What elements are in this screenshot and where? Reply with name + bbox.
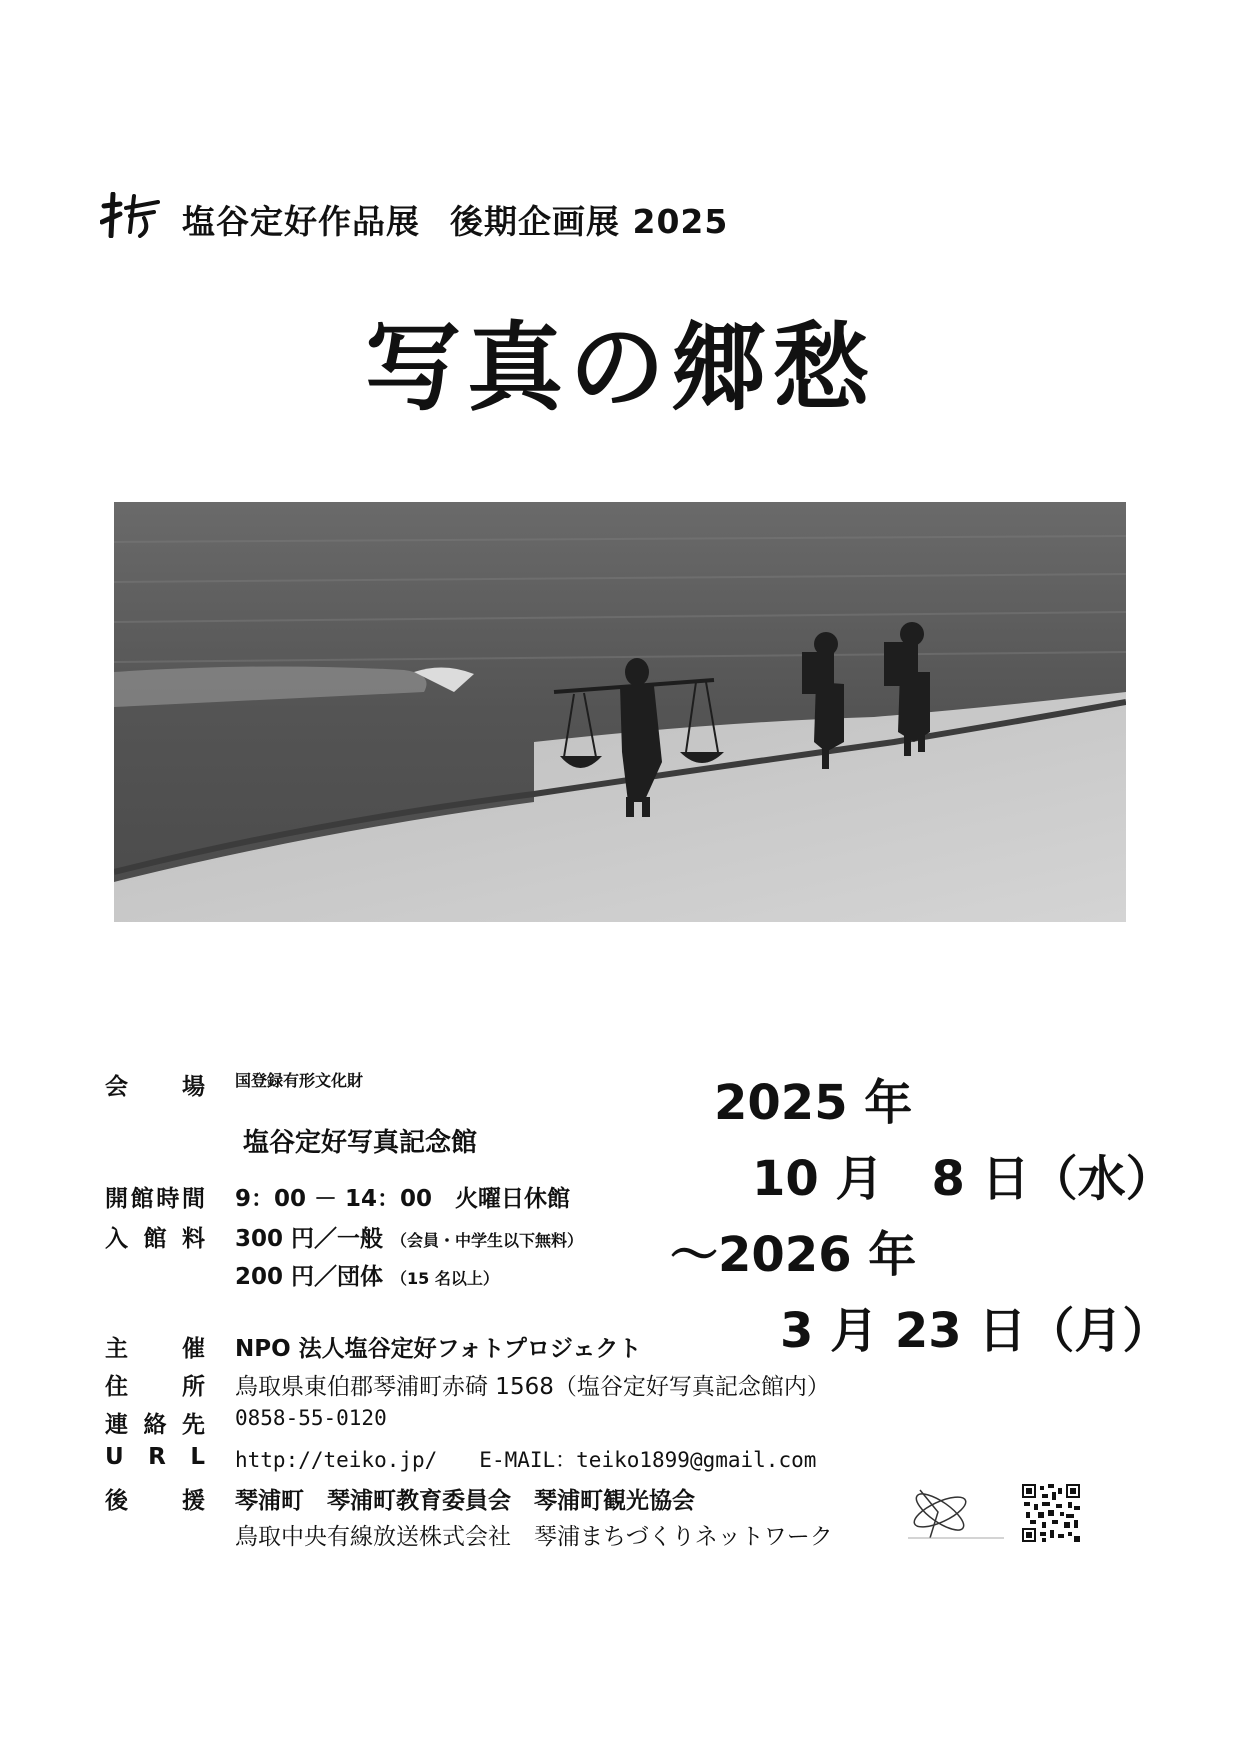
hours-label <box>105 1180 205 1213</box>
label-char: 先 <box>182 1412 205 1438</box>
label-char: 催 <box>182 1336 205 1362</box>
organizer-row <box>105 1330 885 1360</box>
email-link[interactable]: teiko1899@gmail.com <box>576 1448 817 1472</box>
url-row <box>105 1444 885 1474</box>
beach-photo <box>114 502 1126 922</box>
venue-designation: 国登録有形文化財 <box>235 1071 364 1090</box>
label-char: R <box>148 1444 166 1470</box>
header-title <box>182 196 728 243</box>
url-value <box>235 1444 816 1474</box>
label-char: L <box>190 1444 205 1470</box>
label-char: 間 <box>181 1186 205 1212</box>
support-label <box>105 1482 205 1515</box>
hours-value: 9：00 － 14：00 火曜日休館 <box>235 1186 571 1212</box>
label-char: 所 <box>182 1374 205 1400</box>
exhibition-series: 後期企画展 <box>450 202 620 241</box>
label-char: 時 <box>156 1186 180 1212</box>
admission-general-note: （会員・中学生以下無料） <box>391 1231 584 1250</box>
admission-label <box>105 1220 205 1253</box>
support-line2: 鳥取中央有線放送株式会社 琴浦まちづくりネットワーク <box>235 1524 833 1550</box>
label-char: 入 <box>105 1226 128 1252</box>
network-logo-icon <box>900 1482 1010 1544</box>
organizer-label <box>105 1330 205 1363</box>
label-char: 開 <box>105 1186 128 1212</box>
admission-group: 200 円／団体 （15 名以上） <box>235 1264 499 1290</box>
teiko-logo-icon <box>100 192 162 238</box>
label-char: 料 <box>182 1226 205 1252</box>
contact-value: 0858-55-0120 <box>235 1406 387 1430</box>
contact-row <box>105 1406 885 1436</box>
admission-group-note: （15 名以上） <box>391 1269 499 1288</box>
label-char: U <box>105 1444 124 1470</box>
address-row <box>105 1368 885 1398</box>
label-char: 援 <box>182 1488 205 1514</box>
end-day: 3 月 23 日（月） <box>780 1303 1171 1359</box>
url-label <box>105 1444 205 1470</box>
website-link[interactable]: http://teiko.jp/ <box>235 1448 438 1472</box>
exhibition-year: 2025 <box>632 202 729 241</box>
label-char: 場 <box>182 1074 205 1100</box>
address-value: 鳥取県東伯郡琴浦町赤碕 1568（塩谷定好写真記念館内） <box>235 1374 830 1400</box>
support-line1: 琴浦町 琴浦町教育委員会 琴浦町観光協会 <box>235 1488 695 1514</box>
start-year: 2025 年 <box>714 1075 913 1131</box>
contact-label <box>105 1406 205 1439</box>
organizer-value: NPO 法人塩谷定好フォトプロジェクト <box>235 1336 642 1362</box>
label-char: 後 <box>105 1488 128 1514</box>
venue-label <box>105 1068 205 1101</box>
label-char: 館 <box>130 1186 154 1212</box>
end-year: ～2026 年 <box>670 1227 917 1283</box>
email-label: E-MAIL： <box>479 1448 577 1472</box>
support-row-2 <box>105 1518 885 1548</box>
address-label <box>105 1368 205 1401</box>
label-char: 絡 <box>143 1412 167 1438</box>
main-title: 写真の郷愁 <box>365 311 875 424</box>
venue-name: 塩谷定好写真記念館 <box>243 1128 478 1158</box>
exhibition-name: 塩谷定好作品展 <box>182 202 420 241</box>
label-char: 連 <box>105 1412 128 1438</box>
label-char: 館 <box>143 1226 167 1252</box>
start-day: 10 月 8 日（水） <box>752 1151 1174 1207</box>
label-char: 住 <box>105 1374 128 1400</box>
qr-code-icon[interactable] <box>1022 1484 1080 1542</box>
support-row <box>105 1482 885 1512</box>
admission-general: 300 円／一般 （会員・中学生以下無料） <box>235 1226 584 1252</box>
label-char: 会 <box>105 1074 128 1100</box>
label-char: 主 <box>105 1336 128 1362</box>
